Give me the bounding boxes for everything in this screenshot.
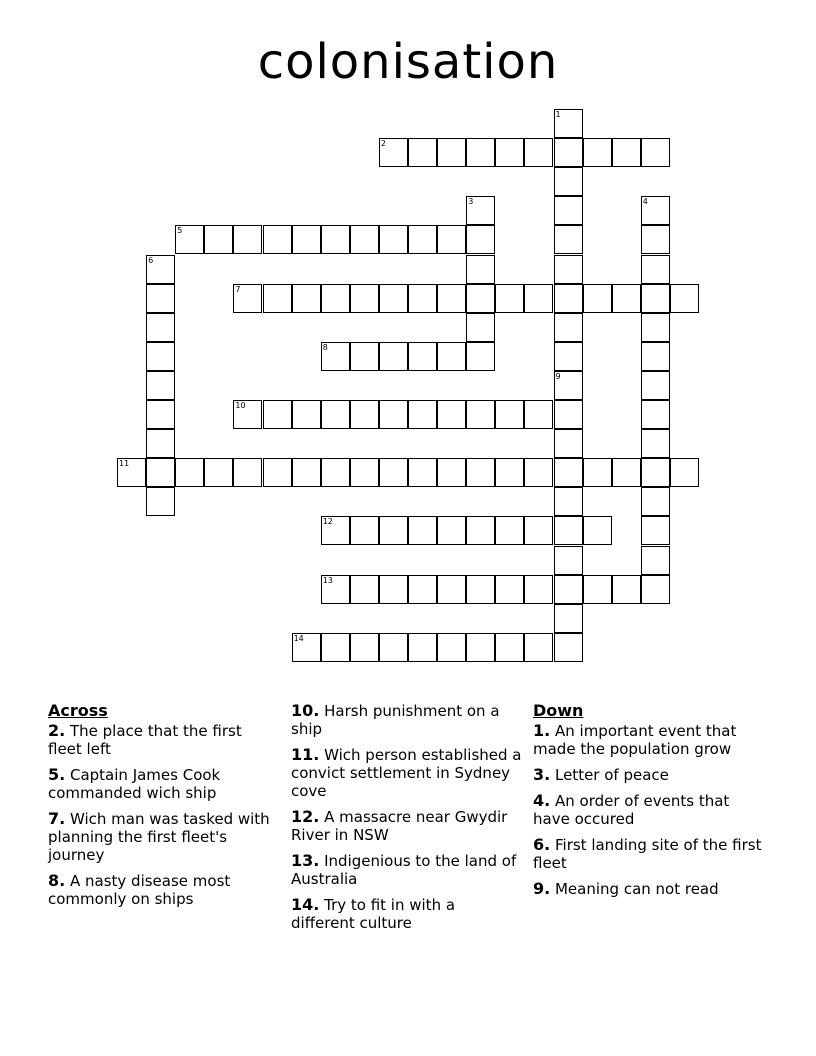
crossword-cell[interactable] [554, 487, 583, 516]
clue-text: Try to fit in with a different culture [291, 896, 456, 932]
crossword-cell[interactable] [524, 138, 553, 167]
crossword-cell[interactable] [321, 575, 350, 604]
clue-text: A nasty disease most commonly on ships [48, 872, 231, 908]
clue-number: 2. [48, 721, 66, 740]
clue-text: Letter of peace [550, 766, 669, 784]
crossword-cell[interactable] [437, 400, 466, 429]
crossword-cell[interactable] [175, 225, 204, 254]
clue-number: 9. [533, 879, 551, 898]
clue-text: Wich man was tasked with planning the first fleet's journey [48, 810, 270, 864]
crossword-cell[interactable] [437, 138, 466, 167]
crossword-cell[interactable] [146, 487, 175, 516]
crossword-cell[interactable] [321, 400, 350, 429]
crossword-cell[interactable] [379, 575, 408, 604]
crossword-cell[interactable] [408, 575, 437, 604]
crossword-cell[interactable] [146, 313, 175, 342]
clue-number: 6. [533, 835, 551, 854]
crossword-cell[interactable] [379, 458, 408, 487]
crossword-cell[interactable] [350, 633, 379, 662]
crossword-cell[interactable] [612, 458, 641, 487]
clue-across-12 [291, 808, 523, 844]
crossword-cell[interactable] [554, 429, 583, 458]
crossword-cell[interactable] [641, 516, 670, 545]
clue-number: 14. [291, 895, 320, 914]
cell-number: 6 [148, 255, 154, 265]
cell-number: 3 [468, 197, 474, 207]
clue-number: 12. [291, 807, 320, 826]
crossword-cell[interactable] [350, 516, 379, 545]
crossword-cell[interactable] [379, 225, 408, 254]
across-clues-continued [291, 702, 523, 940]
clue-text: Indigenious to the land of Australia [291, 852, 517, 888]
crossword-cell[interactable] [146, 342, 175, 371]
crossword-cell[interactable] [437, 633, 466, 662]
crossword-cell[interactable] [583, 458, 612, 487]
down-clues [533, 702, 765, 906]
crossword-cell[interactable] [292, 225, 321, 254]
cell-number: 14 [293, 633, 304, 643]
clue-down-6 [533, 836, 765, 872]
crossword-cell[interactable] [146, 284, 175, 313]
crossword-cell[interactable] [524, 400, 553, 429]
crossword-cell[interactable] [641, 487, 670, 516]
clue-number: 4. [533, 791, 551, 810]
cell-number: 8 [322, 342, 328, 352]
down-heading: Down [533, 701, 584, 720]
crossword-cell[interactable] [641, 196, 670, 225]
crossword-cell[interactable] [146, 255, 175, 284]
crossword-cell[interactable] [175, 458, 204, 487]
crossword-cell[interactable] [379, 516, 408, 545]
clue-text: Meaning can not read [550, 880, 719, 898]
clue-number: 3. [533, 765, 551, 784]
crossword-cell[interactable] [233, 225, 262, 254]
crossword-cell[interactable] [524, 575, 553, 604]
clue-text: An order of events that have occured [533, 792, 730, 828]
crossword-cell[interactable] [408, 138, 437, 167]
crossword-cell[interactable] [408, 284, 437, 313]
crossword-cell[interactable] [146, 371, 175, 400]
crossword-cell[interactable] [554, 167, 583, 196]
crossword-cell[interactable] [350, 284, 379, 313]
crossword-cell[interactable] [408, 516, 437, 545]
crossword-cell[interactable] [495, 400, 524, 429]
crossword-cell[interactable] [263, 225, 292, 254]
crossword-cell[interactable] [263, 284, 292, 313]
crossword-cell[interactable] [466, 516, 495, 545]
clue-across-14 [291, 896, 523, 932]
crossword-cell[interactable] [292, 284, 321, 313]
crossword-cell[interactable] [321, 458, 350, 487]
crossword-cell[interactable] [146, 400, 175, 429]
cell-number: 1 [555, 110, 561, 119]
clue-text: Wich person established a convict settlement in Sydney cove [291, 746, 522, 800]
crossword-cell[interactable] [670, 284, 699, 313]
crossword-cell[interactable] [641, 371, 670, 400]
crossword-cell[interactable] [554, 604, 583, 633]
crossword-cell[interactable] [437, 516, 466, 545]
clue-across-11 [291, 746, 523, 800]
clue-down-4 [533, 792, 765, 828]
crossword-cell[interactable] [466, 400, 495, 429]
crossword-cell[interactable] [641, 255, 670, 284]
clue-text: A massacre near Gwydir River in NSW [291, 808, 508, 844]
crossword-cell[interactable] [554, 546, 583, 575]
crossword-cell[interactable] [554, 575, 583, 604]
clue-across-7 [48, 810, 280, 864]
crossword-cell[interactable] [466, 196, 495, 225]
cell-number: 4 [642, 197, 648, 207]
crossword-cell[interactable] [204, 225, 233, 254]
crossword-cell[interactable] [233, 458, 262, 487]
cell-number: 5 [177, 226, 183, 236]
crossword-cell[interactable] [466, 633, 495, 662]
clue-number: 8. [48, 871, 66, 890]
crossword-cell[interactable] [524, 458, 553, 487]
crossword-cell[interactable] [321, 225, 350, 254]
crossword-cell[interactable] [641, 575, 670, 604]
cell-number: 13 [322, 575, 333, 585]
crossword-cell[interactable] [554, 458, 583, 487]
crossword-cell[interactable] [524, 516, 553, 545]
clue-text: Harsh punishment on a ship [291, 702, 500, 738]
clue-across-8 [48, 872, 280, 908]
crossword-cell[interactable] [408, 225, 437, 254]
clue-number: 1. [533, 721, 551, 740]
crossword-cell[interactable] [292, 458, 321, 487]
crossword-cell[interactable] [117, 458, 146, 487]
crossword-cell[interactable] [233, 284, 262, 313]
crossword-cell[interactable] [146, 458, 175, 487]
crossword-cell[interactable] [554, 225, 583, 254]
clue-text: First landing site of the first fleet [533, 836, 762, 872]
crossword-cell[interactable] [495, 284, 524, 313]
clue-text: Captain James Cook commanded wich ship [48, 766, 221, 802]
clue-across-2 [48, 722, 280, 758]
crossword-cell[interactable] [437, 575, 466, 604]
crossword-cell[interactable] [524, 633, 553, 662]
crossword-cell[interactable] [263, 400, 292, 429]
crossword-cell[interactable] [321, 633, 350, 662]
crossword-cell[interactable] [554, 313, 583, 342]
crossword-cell[interactable] [350, 458, 379, 487]
puzzle-title: colonisation [257, 34, 559, 90]
crossword-cell[interactable] [466, 138, 495, 167]
crossword-cell[interactable] [641, 138, 670, 167]
cell-number: 12 [322, 517, 333, 527]
crossword-cell[interactable] [379, 633, 408, 662]
crossword-cell[interactable] [641, 458, 670, 487]
crossword-cell[interactable] [641, 429, 670, 458]
crossword-cell[interactable] [233, 400, 262, 429]
crossword-cell[interactable] [495, 138, 524, 167]
crossword-cell[interactable] [321, 342, 350, 371]
crossword-cell[interactable] [612, 284, 641, 313]
crossword-cell[interactable] [466, 458, 495, 487]
crossword-cell[interactable] [466, 342, 495, 371]
clue-number: 10. [291, 701, 320, 720]
crossword-cell[interactable] [495, 458, 524, 487]
clue-number: 7. [48, 809, 66, 828]
clue-across-5 [48, 766, 280, 802]
crossword-cell[interactable] [379, 284, 408, 313]
cell-number: 9 [555, 371, 561, 381]
crossword-cell[interactable] [524, 284, 553, 313]
crossword-cell[interactable] [408, 633, 437, 662]
cell-number: 10 [235, 401, 246, 410]
crossword-cell[interactable] [554, 633, 583, 662]
crossword-cell[interactable] [204, 458, 233, 487]
crossword-cell[interactable] [466, 284, 495, 313]
crossword-cell[interactable] [554, 284, 583, 313]
crossword-cell[interactable] [379, 400, 408, 429]
crossword-cell[interactable] [583, 284, 612, 313]
clue-number: 13. [291, 851, 320, 870]
crossword-cell[interactable] [437, 284, 466, 313]
crossword-cell[interactable] [263, 458, 292, 487]
crossword-cell[interactable] [554, 400, 583, 429]
crossword-cell[interactable] [554, 516, 583, 545]
across-heading: Across [48, 701, 108, 720]
clue-across-10 [291, 702, 523, 738]
crossword-cell[interactable] [554, 196, 583, 225]
crossword-cell[interactable] [612, 138, 641, 167]
crossword-cell[interactable] [641, 284, 670, 313]
crossword-cell[interactable] [437, 225, 466, 254]
crossword-cell[interactable] [641, 400, 670, 429]
clue-down-9 [533, 880, 765, 898]
crossword-cell[interactable] [583, 516, 612, 545]
cell-number: 7 [235, 284, 241, 294]
across-clues [48, 702, 280, 916]
clue-text: An important event that made the population grow [533, 722, 737, 758]
crossword-cell[interactable] [554, 255, 583, 284]
crossword-cell[interactable] [408, 342, 437, 371]
clue-down-1 [533, 722, 765, 758]
crossword-cell[interactable] [350, 225, 379, 254]
cell-number: 11 [119, 459, 130, 469]
clue-number: 5. [48, 765, 66, 784]
crossword-cell[interactable] [495, 633, 524, 662]
crossword-cell[interactable] [641, 342, 670, 371]
crossword-cell[interactable] [554, 342, 583, 371]
crossword-cell[interactable] [292, 633, 321, 662]
crossword-cell[interactable] [437, 342, 466, 371]
crossword-cell[interactable] [554, 109, 583, 138]
crossword-cell[interactable] [583, 138, 612, 167]
crossword-cell[interactable] [350, 400, 379, 429]
crossword-cell[interactable] [350, 575, 379, 604]
crossword-cell[interactable] [321, 516, 350, 545]
crossword-cell[interactable] [554, 371, 583, 400]
crossword-cell[interactable] [321, 284, 350, 313]
crossword-cell[interactable] [379, 342, 408, 371]
crossword-cell[interactable] [466, 313, 495, 342]
crossword-cell[interactable] [437, 458, 466, 487]
crossword-cell[interactable] [466, 225, 495, 254]
crossword-cell[interactable] [641, 313, 670, 342]
crossword-cell[interactable] [583, 575, 612, 604]
crossword-cell[interactable] [408, 458, 437, 487]
crossword-cell[interactable] [292, 400, 321, 429]
crossword-cell[interactable] [408, 400, 437, 429]
crossword-cell[interactable] [495, 516, 524, 545]
crossword-cell[interactable] [379, 138, 408, 167]
crossword-cell[interactable] [641, 546, 670, 575]
cell-number: 2 [380, 139, 386, 149]
crossword-cell[interactable] [466, 255, 495, 284]
crossword-cell[interactable] [641, 225, 670, 254]
clue-text: The place that the first fleet left [48, 722, 242, 758]
crossword-cell[interactable] [554, 138, 583, 167]
crossword-cell[interactable] [146, 429, 175, 458]
crossword-cell[interactable] [670, 458, 699, 487]
clue-number: 11. [291, 745, 320, 764]
crossword-cell[interactable] [495, 575, 524, 604]
crossword-cell[interactable] [466, 575, 495, 604]
crossword-cell[interactable] [350, 342, 379, 371]
clue-across-13 [291, 852, 523, 888]
crossword-cell[interactable] [612, 575, 641, 604]
clue-down-3 [533, 766, 765, 784]
